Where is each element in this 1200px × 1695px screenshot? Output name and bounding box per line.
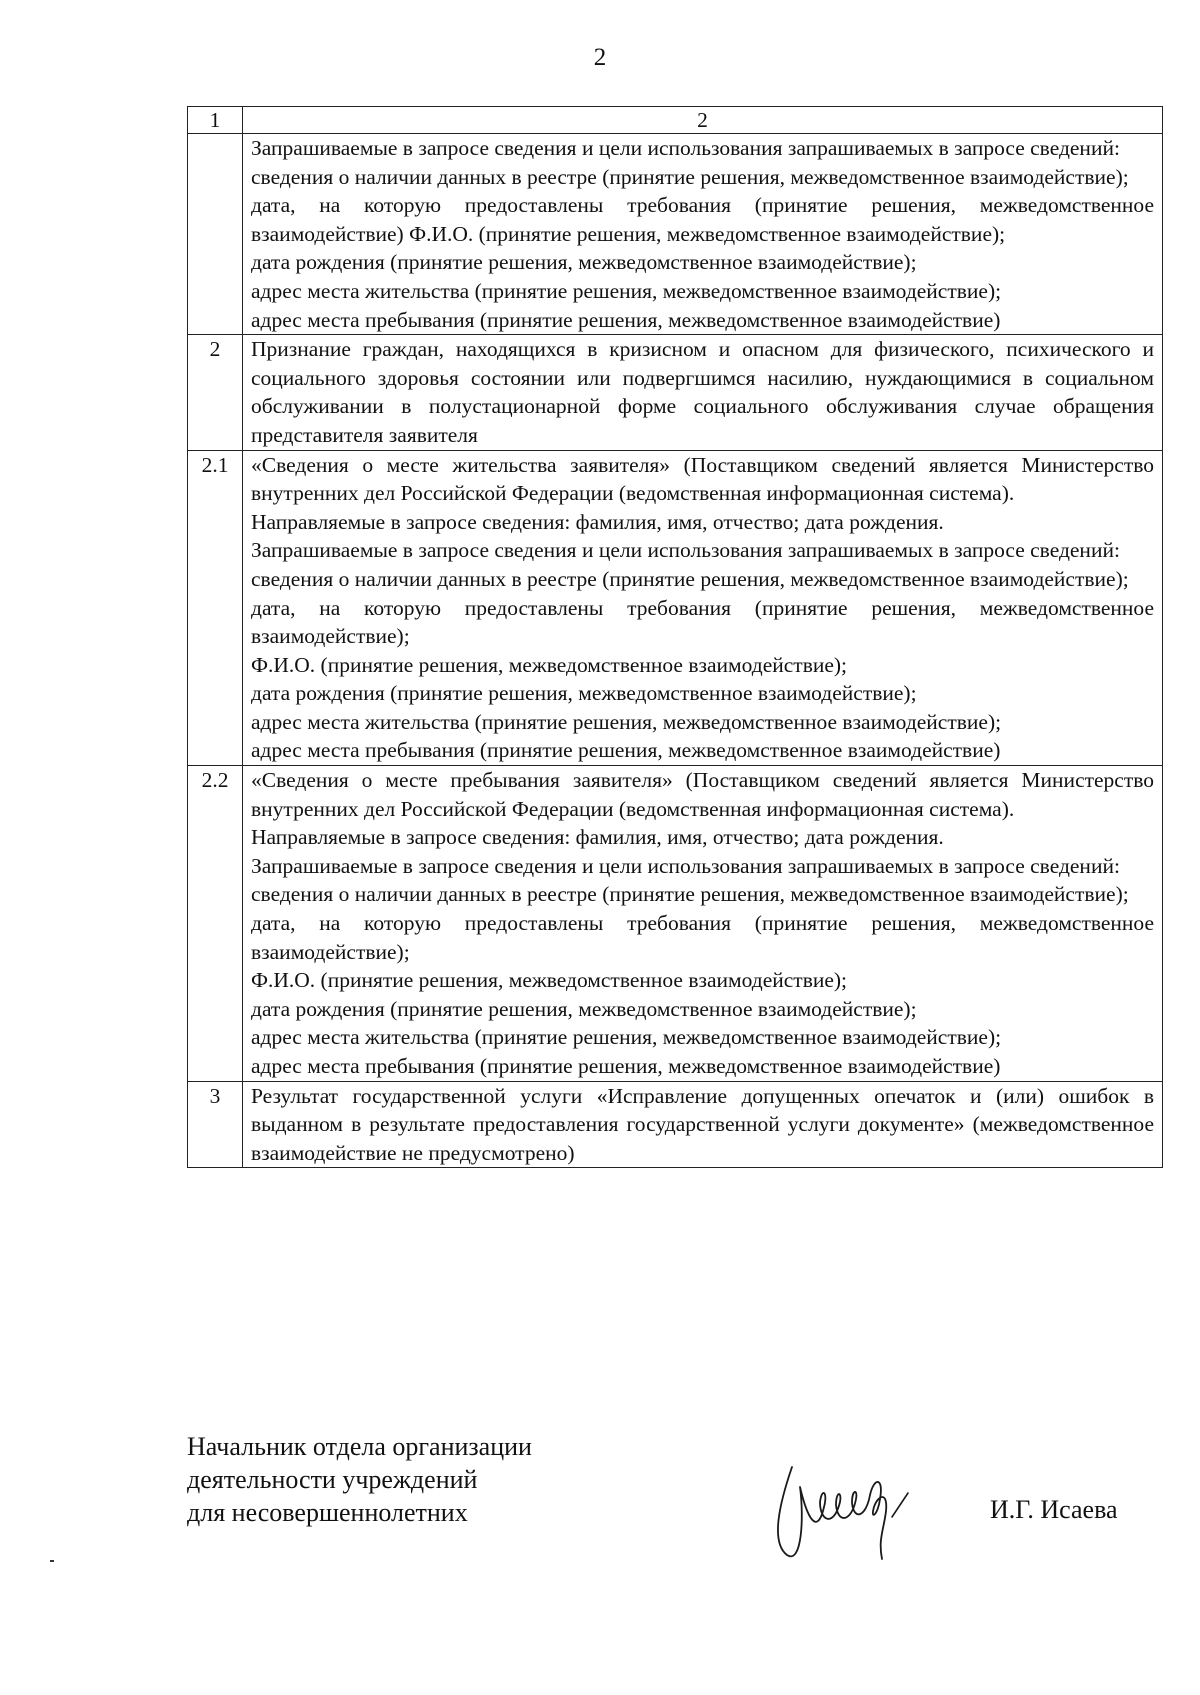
content-paragraph: сведения о наличии данных в реестре (принятие решения, межведомственное взаимодействие); [251, 566, 1129, 591]
content-paragraph: сведения о наличии данных в реестре (принятие решения, межведомственное взаимодействие); [251, 882, 1129, 907]
table-row [188, 335, 1163, 450]
signer-position-line: для несовершеннолетних [187, 1498, 468, 1527]
signer-name: И.Г. Исаева [990, 1495, 1118, 1524]
content-paragraph: дата, на которую предоставлены требования (принятие решения, межведомственное взаимодействие); [251, 911, 1154, 964]
content-paragraph: Запрашиваемые в запросе сведения и цели использования запрашиваемых в запросе сведений: [251, 538, 1120, 563]
row-number-cell: 2 [188, 335, 243, 450]
content-paragraph: Запрашиваемые в запросе сведения и цели использования запрашиваемых в запросе сведений: [251, 136, 1120, 160]
table-row [188, 450, 1163, 766]
content-paragraph: Направляемые в запросе сведения: фамилия, имя, отчество; дата рождения. [251, 509, 944, 534]
signer-position [187, 1430, 532, 1529]
content-paragraph: адрес места пребывания (принятие решения, межведомственное взаимодействие) [251, 1054, 1001, 1078]
row-content-cell [243, 450, 1163, 766]
row-content-cell [243, 335, 1163, 450]
header-cell-1: 1 [188, 107, 243, 134]
content-paragraph: Запрашиваемые в запросе сведения и цели использования запрашиваемых в запросе сведений: [251, 853, 1120, 878]
signature-icon [762, 1447, 942, 1567]
content-paragraph: дата рождения (принятие решения, межведомственное взаимодействие); [251, 250, 917, 275]
content-paragraph: дата, на которую предоставлены требования (принятие решения, межведомственное взаимодействие); [251, 595, 1154, 649]
table-header-row [188, 107, 1163, 134]
row-content-cell [243, 134, 1163, 335]
content-paragraph: дата рождения (принятие решения, межведомственное взаимодействие); [251, 681, 917, 706]
row-content-cell [243, 766, 1163, 1082]
content-paragraph: дата, на которую предоставлены требования (принятие решения, межведомственное взаимодействие) Ф.И.О. (принятие решения, межведомственное взаимодействие); [251, 193, 1154, 246]
content-paragraph: адрес места жительства (принятие решения, межведомственное взаимодействие); [251, 709, 1002, 734]
content-paragraph: «Сведения о месте пребывания заявителя» (Поставщиком сведений является Министерство внутренних дел Российской Федерации (ведомственная информационная система). [251, 768, 1154, 821]
content-paragraph: Ф.И.О. (принятие решения, межведомственное взаимодействие); [251, 652, 848, 677]
row-number-cell [188, 134, 243, 335]
signer-position-line: деятельности учреждений [187, 1465, 478, 1494]
content-paragraph: Результат государственной услуги «Исправление допущенных опечаток и (или) ошибок в выданном в результате предоставления государственной услуги документе» (межведомственное взаимодействие не предусмотрено) [251, 1083, 1154, 1165]
header-cell-2: 2 [243, 107, 1163, 134]
content-paragraph: сведения о наличии данных в реестре (принятие решения, межведомственное взаимодействие); [251, 164, 1129, 189]
page-number: 2 [593, 44, 607, 71]
margin-mark [50, 1560, 54, 1562]
signer-position-line: Начальник отдела организации [187, 1432, 532, 1461]
content-paragraph: дата рождения (принятие решения, межведомственное взаимодействие); [251, 996, 917, 1021]
content-paragraph: Признание граждан, находящихся в кризисном и опасном для физического, психического и социального здоровья состоянии или подвергшимся насилию, нуждающимися в социальном обслуживании в полустационарной форме социального обслуживания случае обращения представителя заявителя [251, 337, 1154, 447]
content-paragraph: Направляемые в запросе сведения: фамилия, имя, отчество; дата рождения. [251, 825, 944, 850]
content-paragraph: адрес места жительства (принятие решения, межведомственное взаимодействие); [251, 278, 1002, 303]
table-row [188, 134, 1163, 335]
content-paragraph: Ф.И.О. (принятие решения, межведомственное взаимодействие); [251, 968, 848, 993]
row-number-cell: 3 [188, 1081, 243, 1168]
requirements-table [187, 106, 1163, 1168]
content-paragraph: адрес места жительства (принятие решения, межведомственное взаимодействие); [251, 1025, 1002, 1050]
content-paragraph: «Сведения о месте жительства заявителя» (Поставщиком сведений является Министерство внутренних дел Российской Федерации (ведомственная информационная система). [251, 452, 1154, 506]
row-number-cell: 2.2 [188, 766, 243, 1082]
row-number-cell: 2.1 [188, 450, 243, 766]
content-paragraph: адрес места пребывания (принятие решения, межведомственное взаимодействие) [251, 307, 1001, 332]
content-paragraph: адрес места пребывания (принятие решения, межведомственное взаимодействие) [251, 738, 1001, 763]
table-row [188, 1081, 1163, 1168]
table-row [188, 766, 1163, 1082]
row-content-cell [243, 1081, 1163, 1168]
